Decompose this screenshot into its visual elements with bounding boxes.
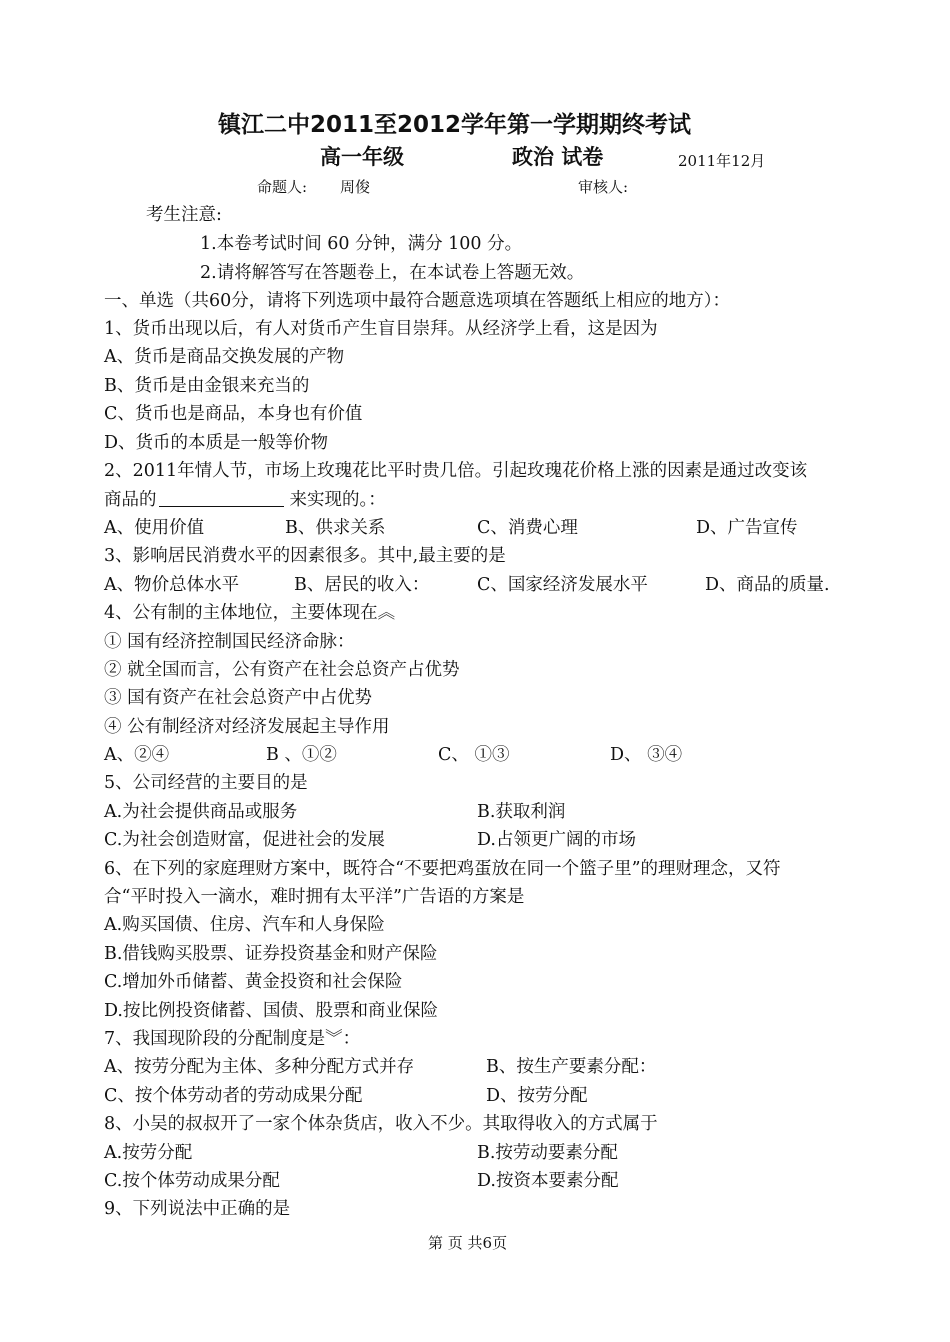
option: A、物价总体水平 [104, 575, 240, 595]
option: C、消费心理 [477, 518, 578, 538]
option: C、按个体劳动者的劳动成果分配 [104, 1086, 363, 1106]
option: D、 ③④ [610, 745, 683, 765]
option: A、按劳分配为主体、多种分配方式并存 [104, 1057, 415, 1077]
subject-label: 政治 试卷 [512, 145, 604, 169]
question-stem-cont: 合“平时投入一滴水，难时拥有太平洋”广告语的方案是 [104, 887, 525, 907]
option: B.按劳动要素分配 [477, 1143, 618, 1163]
question-stem-cont [104, 488, 386, 511]
option: C、货币也是商品，本身也有价值 [104, 404, 363, 424]
reviewer-label: 审核人: [578, 178, 629, 196]
statement: ③ 国有资产在社会总资产中占优势 [104, 688, 373, 708]
notice-item: 2.请将解答写在答题卷上，在本试卷上答题无效。 [200, 263, 585, 283]
option: B.获取利润 [477, 802, 566, 822]
option: B、居民的收入： [294, 575, 430, 595]
notice-item: 1.本卷考试时间 60 分钟，满分 100 分。 [200, 234, 523, 254]
option: B、货币是由金银来充当的 [104, 376, 310, 396]
option: A.购买国债、住房、汽车和人身保险 [104, 915, 385, 935]
question-stem: 1、货币出现以后，有人对货币产生盲目崇拜。从经济学上看，这是因为 [104, 319, 658, 339]
author-name: 周俊 [340, 178, 371, 196]
answer-blank [159, 488, 284, 507]
statement: ② 就全国而言，公有资产在社会总资产占优势 [104, 660, 460, 680]
option: A、②④ [104, 745, 170, 765]
question-stem: 5、公司经营的主要目的是 [104, 773, 308, 793]
question-stem: 7、我国现阶段的分配制度是︾： [104, 1029, 361, 1049]
option: D、商品的质量. [705, 575, 830, 595]
statement: ④ 公有制经济对经济发展起主导作用 [104, 717, 390, 737]
option: D、广告宣传 [696, 518, 798, 538]
option: D.按资本要素分配 [477, 1171, 619, 1191]
question-stem: 2、2011年情人节，市场上玫瑰花比平时贵几倍。引起玫瑰花价格上涨的因素是通过改变该 [104, 461, 808, 481]
option: C、 ①③ [438, 745, 510, 765]
option: D、货币的本质是一般等价物 [104, 433, 329, 453]
stem-part: 商品的 [104, 490, 157, 510]
exam-date: 2011年12月 [678, 152, 766, 170]
option: C.按个体劳动成果分配 [104, 1171, 280, 1191]
author-label: 命题人: [257, 178, 308, 196]
statement: ① 国有经济控制国民经济命脉： [104, 632, 355, 652]
option: B、按生产要素分配： [486, 1057, 657, 1077]
option: D.占领更广阔的市场 [477, 830, 636, 850]
option: C.增加外币储蓄、黄金投资和社会保险 [104, 972, 403, 992]
option: A、货币是商品交换发展的产物 [104, 347, 345, 367]
option: B 、①② [266, 745, 337, 765]
option: B.借钱购买股票、证券投资基金和财产保险 [104, 944, 438, 964]
stem-part: 来实现的。： [289, 490, 386, 510]
question-stem: 8、小吴的叔叔开了一家个体杂货店，收入不少。其取得收入的方式属于 [104, 1114, 658, 1134]
option: A.按劳分配 [104, 1143, 193, 1163]
option: A、使用价值 [104, 518, 205, 538]
question-stem: 4、公有制的主体地位，主要体现在︽ [104, 603, 396, 623]
option: D.按比例投资储蓄、国债、股票和商业保险 [104, 1001, 438, 1021]
grade-label: 高一年级 [320, 145, 404, 169]
option: C、国家经济发展水平 [477, 575, 648, 595]
option: D、按劳分配 [486, 1086, 588, 1106]
question-stem: 9、下列说法中正确的是 [104, 1199, 291, 1219]
exam-title: 镇江二中2011至2012学年第一学期期终考试 [218, 112, 692, 138]
option: A.为社会提供商品或服务 [104, 802, 298, 822]
question-stem: 6、在下列的家庭理财方案中，既符合“不要把鸡蛋放在同一个篮子里”的理财理念，又符 [104, 859, 781, 879]
option: C.为社会创造财富，促进社会的发展 [104, 830, 385, 850]
page-footer: 第 页 共6页 [428, 1234, 508, 1252]
section-heading: 一、单选（共60分，请将下列选项中最符合题意选项填在答题纸上相应的地方）： [104, 291, 731, 311]
option: B、供求关系 [285, 518, 386, 538]
question-stem: 3、影响居民消费水平的因素很多。其中,最主要的是 [104, 546, 506, 566]
notice-heading: 考生注意: [146, 205, 222, 225]
